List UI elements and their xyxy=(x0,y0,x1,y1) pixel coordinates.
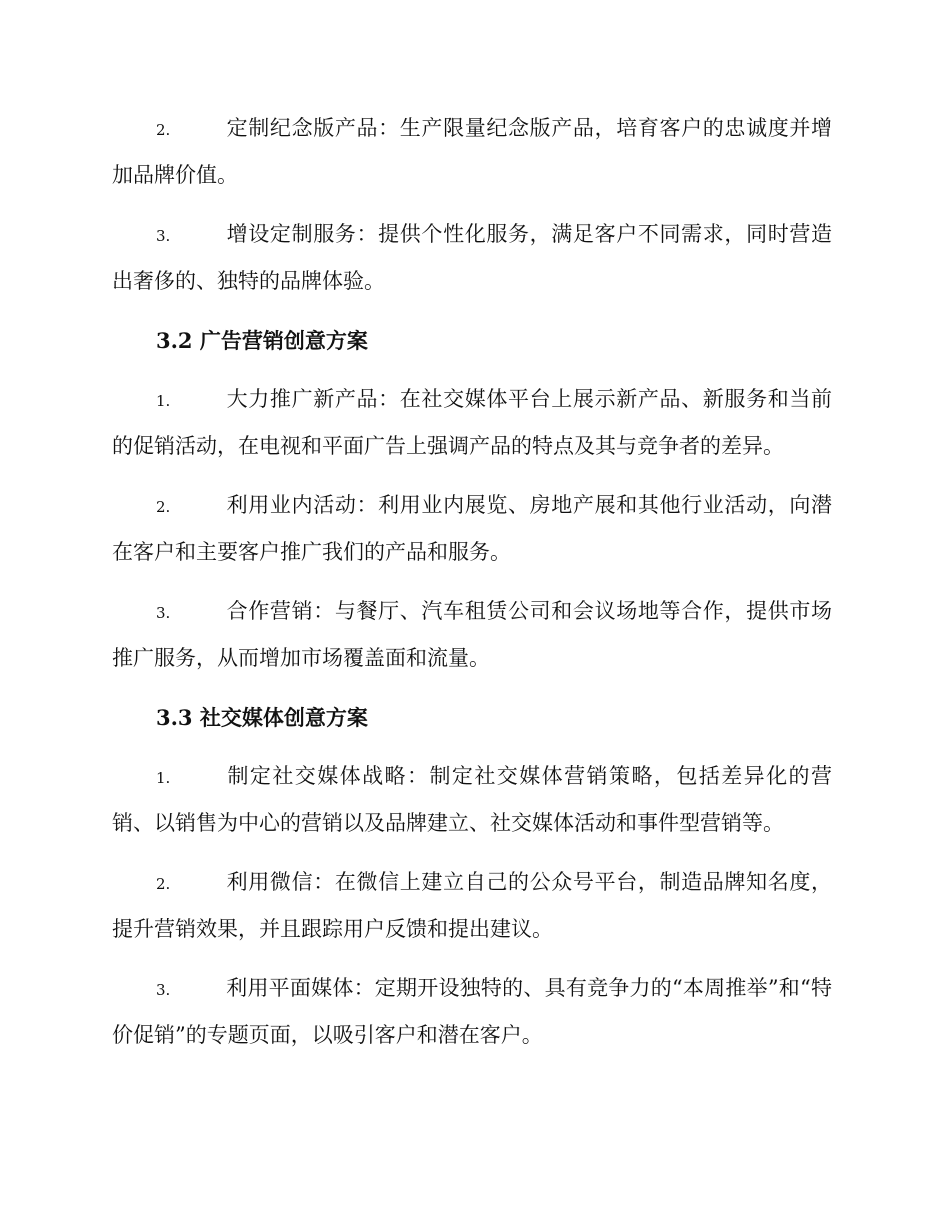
list-item xyxy=(112,212,832,304)
list-item xyxy=(112,860,832,952)
list-item xyxy=(112,377,832,469)
section-heading-3-3: 3.3 社交媒体创意方案 xyxy=(156,705,368,730)
list-item-number: 2. xyxy=(156,498,171,516)
list-item-text: 利用平面媒体：定期开设独特的、具有竞争力的“本周推举”和“特价促销”的专题页面，以吸引客户和潜在客户。 xyxy=(112,976,832,1047)
list-item-text: 增设定制服务：提供个性化服务，满足客户不同需求，同时营造出奢侈的、独特的品牌体验。 xyxy=(112,222,832,293)
list-item xyxy=(112,106,832,198)
list-item xyxy=(112,754,832,846)
list-item-text: 定制纪念版产品：生产限量纪念版产品，培育客户的忠诚度并增加品牌价值。 xyxy=(112,116,832,187)
list-item-text: 利用微信：在微信上建立自己的公众号平台，制造品牌知名度，提升营销效果，并且跟踪用户反馈和提出建议。 xyxy=(112,870,832,941)
list-item xyxy=(112,589,832,681)
section-heading-3-2: 3.2 广告营销创意方案 xyxy=(156,328,368,353)
list-item xyxy=(112,483,832,575)
list-item xyxy=(112,966,832,1058)
list-item-number: 1. xyxy=(156,769,171,787)
list-item-number: 3. xyxy=(156,227,171,245)
list-item-number: 1. xyxy=(156,392,171,410)
list-item-text: 利用业内活动：利用业内展览、房地产展和其他行业活动，向潜在客户和主要客户推广我们的产品和服务。 xyxy=(112,493,832,564)
list-item-number: 2. xyxy=(156,121,171,139)
list-item-number: 3. xyxy=(156,981,171,999)
list-item-number: 2. xyxy=(156,875,171,893)
list-item-text: 制定社交媒体战略：制定社交媒体营销策略，包括差异化的营销、以销售为中心的营销以及品牌建立、社交媒体活动和事件型营销等。 xyxy=(112,764,832,835)
document-body xyxy=(112,106,832,1072)
list-item-text: 大力推广新产品：在社交媒体平台上展示新产品、新服务和当前的促销活动，在电视和平面广告上强调产品的特点及其与竞争者的差异。 xyxy=(112,387,832,458)
list-item-number: 3. xyxy=(156,604,171,622)
list-item-text: 合作营销：与餐厅、汽车租赁公司和会议场地等合作，提供市场推广服务，从而增加市场覆盖面和流量。 xyxy=(112,599,832,670)
